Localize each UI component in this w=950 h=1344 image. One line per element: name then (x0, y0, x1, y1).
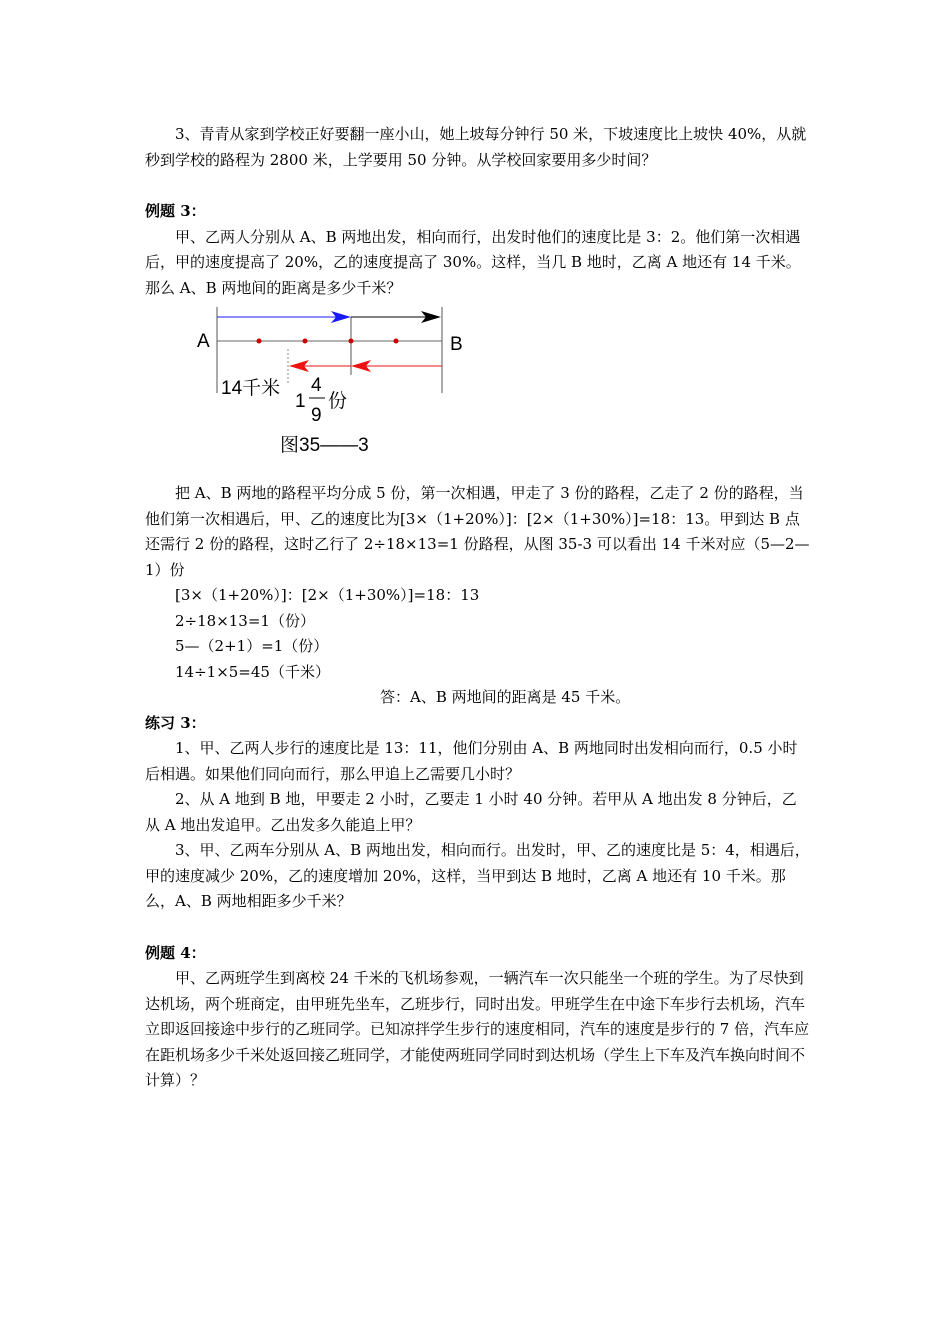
solution-step: 14÷1×5=45（千米） (175, 662, 330, 681)
fraction-whole: 1 (295, 391, 306, 412)
practice3-item: 2、从 A 地到 B 地，甲要走 2 小时，乙要走 1 小时 40 分钟。若甲从 A 地出发 8 分钟后，乙从 A 地出发追甲。乙出发多久能追上甲？ (145, 790, 797, 834)
division-dot (257, 339, 262, 344)
fraction-denominator: 9 (311, 405, 322, 426)
distance-label: 14千米 (221, 378, 281, 399)
figure-caption: 图35——3 (280, 435, 369, 456)
document-page (145, 122, 810, 1094)
example4-problem: 甲、乙两班学生到离校 24 千米的飞机场参观，一辆汽车一次只能坐一个班的学生。为了尽快到达机场，两个班商定，由甲班先坐车，乙班步行，同时出发。甲班学生在中途下车步行去机场，汽车立即返回接途中步行的乙班同学。已知凉拌学生步行的速度相同，汽车的速度是步行的 7 倍，汽车应在距机场多少千米处返回接乙班同学，才能使两班同学同时到达机场（学生上下车及汽车换向时间不计算）？ (145, 969, 810, 1089)
solution-step: 2÷18×13=1（份） (175, 611, 315, 630)
diagram-figure-35-3 (145, 303, 810, 473)
fraction-numerator: 4 (311, 375, 322, 396)
label-a: A (197, 331, 210, 352)
example3-answer: 答：A、B 两地间的距离是 45 千米。 (380, 688, 631, 706)
division-dot (303, 339, 308, 344)
division-dot (394, 339, 399, 344)
solution-step: [3×（1+20%）]：[2×（1+30%）]=18：13 (175, 586, 480, 604)
practice3-item: 3、甲、乙两车分别从 A、B 两地出发，相向而行。出发时，甲、乙的速度比是 5：4，相遇后，甲的速度减少 20%，乙的速度增加 20%，这样，当甲到达 B 地时，乙离 A 地还有 10 千米。那么，A、B 两地相距多少千米？ (145, 841, 810, 910)
practice3-heading: 练习 3： (145, 713, 206, 732)
example3-solution: 把 A、B 两地的路程平均分成 5 份，第一次相遇，甲走了 3 份的路程，乙走了 2 份的路程，当他们第一次相遇后，甲、乙的速度比为[3×（1+20%）]：[2×（1+30%）]=18：13。甲到达 B 点还需行 2 份的路程，这时乙行了 2÷18×13=1 份路程，从图 35-3 可以看出 14 千米对应（5—2—1）份 (145, 484, 810, 579)
solution-step: 5—（2+1）=1（份） (175, 637, 329, 655)
intro-problem: 3、青青从家到学校正好要翻一座小山，她上坡每分钟行 50 米，下坡速度比上坡快 40%，从就秒到学校的路程为 2800 米，上学要用 50 分钟。从学校回家要用多少时间？ (145, 125, 807, 169)
practice3-item: 1、甲、乙两人步行的速度比是 13：11，他们分别由 A、B 两地同时出发相向而行，0.5 小时后相遇。如果他们同向而行，那么甲追上乙需要几小时？ (145, 739, 798, 783)
label-b: B (450, 334, 463, 355)
example3-problem: 甲、乙两人分别从 A、B 两地出发，相向而行，出发时他们的速度比是 3：2。他们第一次相遇后，甲的速度提高了 20%，乙的速度提高了 30%。这样，当几 B 地时，乙离 A 地还有 14 千米。那么 A、B 两地间的距离是多少千米？ (145, 227, 801, 297)
example4-heading: 例题 4： (145, 943, 206, 962)
example3-heading: 例题 3： (145, 202, 206, 220)
fraction-unit: 份 (328, 391, 348, 412)
line-diagram (145, 303, 810, 473)
division-dot (349, 339, 354, 344)
